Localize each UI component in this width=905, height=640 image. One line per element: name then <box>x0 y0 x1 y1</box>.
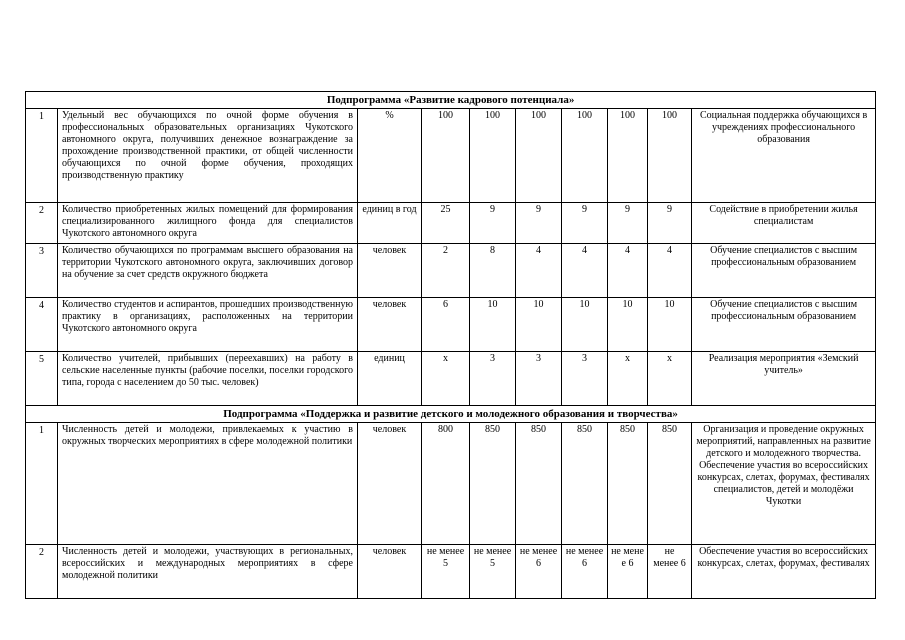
indicator-description: Количество студентов и аспирантов, прошедших производственную практику в организациях, расположенных на территории Чукотского автономного округа <box>58 298 358 352</box>
value-cell: 800 <box>422 423 470 545</box>
row-number: 3 <box>26 244 58 298</box>
table-row <box>26 423 876 545</box>
value-cell: не менее 6 <box>648 545 692 599</box>
value-cell: 100 <box>608 109 648 203</box>
value-cell: 100 <box>470 109 516 203</box>
table-row <box>26 244 876 298</box>
value-cell: 9 <box>470 203 516 244</box>
value-cell: 100 <box>562 109 608 203</box>
value-cell: не менее 6 <box>562 545 608 599</box>
value-cell: не менее 6 <box>516 545 562 599</box>
value-cell: 2 <box>422 244 470 298</box>
row-number: 5 <box>26 352 58 406</box>
value-cell: х <box>648 352 692 406</box>
note-cell: Обучение специалистов с высшим профессиональным образованием <box>692 298 876 352</box>
value-cell: 100 <box>516 109 562 203</box>
value-cell: 9 <box>608 203 648 244</box>
note-cell: Обучение специалистов с высшим профессиональным образованием <box>692 244 876 298</box>
indicator-description: Количество приобретенных жилых помещений для формирования специализированного жилищного фонда для специалистов Чукотского автономного округа <box>58 203 358 244</box>
value-cell: х <box>608 352 648 406</box>
value-cell: 4 <box>516 244 562 298</box>
indicator-description: Количество учителей, прибывших (переехавших) на работу в сельские населенные пункты (рабочие поселки, поселки городского типа, города с населением до 50 тыс. человек) <box>58 352 358 406</box>
value-cell: 6 <box>422 298 470 352</box>
row-number: 2 <box>26 545 58 599</box>
value-cell: не менее 5 <box>422 545 470 599</box>
value-cell: 850 <box>470 423 516 545</box>
value-cell: 10 <box>562 298 608 352</box>
table-row <box>26 545 876 599</box>
value-cell: 4 <box>608 244 648 298</box>
row-number: 4 <box>26 298 58 352</box>
note-cell: Реализация мероприятия «Земский учитель» <box>692 352 876 406</box>
value-cell: 10 <box>516 298 562 352</box>
value-cell: 850 <box>608 423 648 545</box>
value-cell: 8 <box>470 244 516 298</box>
unit-cell: человек <box>358 423 422 545</box>
value-cell: 9 <box>648 203 692 244</box>
table-row <box>26 109 876 203</box>
section-title: Подпрограмма «Поддержка и развитие детского и молодежного образования и творчества» <box>26 406 876 423</box>
note-cell: Социальная поддержка обучающихся в учреждениях профессионального образования <box>692 109 876 203</box>
value-cell: не мене е 6 <box>608 545 648 599</box>
unit-cell: единиц <box>358 352 422 406</box>
section-header <box>26 406 876 423</box>
value-cell: 10 <box>648 298 692 352</box>
value-cell: 4 <box>648 244 692 298</box>
value-cell: 100 <box>422 109 470 203</box>
note-cell: Обеспечение участия во всероссийских конкурсах, слетах, форумах, фестивалях <box>692 545 876 599</box>
table-row <box>26 298 876 352</box>
indicator-description: Удельный вес обучающихся по очной форме обучения в профессиональных образовательных организациях Чукотского автономного округа, получивших денежное вознаграждение за прохождение производственной практики, от общей численности обучающихся по очной форме обучения, проходящих производственную практику <box>58 109 358 203</box>
unit-cell: человек <box>358 244 422 298</box>
value-cell: х <box>422 352 470 406</box>
value-cell: 850 <box>562 423 608 545</box>
unit-cell: % <box>358 109 422 203</box>
value-cell: не менее 5 <box>470 545 516 599</box>
section-header <box>26 92 876 109</box>
indicator-description: Количество обучающихся по программам высшего образования на территории Чукотского автономного округа, заключивших договор на обучение за счет средств окружного бюджета <box>58 244 358 298</box>
row-number: 1 <box>26 423 58 545</box>
table-row <box>26 203 876 244</box>
value-cell: 9 <box>562 203 608 244</box>
value-cell: 3 <box>470 352 516 406</box>
value-cell: 850 <box>648 423 692 545</box>
value-cell: 850 <box>516 423 562 545</box>
unit-cell: человек <box>358 298 422 352</box>
table-row <box>26 352 876 406</box>
value-cell: 10 <box>608 298 648 352</box>
unit-cell: человек <box>358 545 422 599</box>
value-cell: 100 <box>648 109 692 203</box>
value-cell: 3 <box>516 352 562 406</box>
unit-cell: единиц в год <box>358 203 422 244</box>
row-number: 1 <box>26 109 58 203</box>
indicator-description: Численность детей и молодежи, привлекаемых к участию в окружных творческих мероприятиях в сфере молодежной политики <box>58 423 358 545</box>
note-cell: Содействие в приобретении жилья специалистам <box>692 203 876 244</box>
row-number: 2 <box>26 203 58 244</box>
indicator-description: Численность детей и молодежи, участвующих в региональных, всероссийских и международных мероприятиях в сфере молодежной политики <box>58 545 358 599</box>
value-cell: 4 <box>562 244 608 298</box>
note-cell: Организация и проведение окружных мероприятий, направленных на развитие детского и молодежного творчества. Обеспечение участия во всероссийских конкурсах, слетах, форумах, фестивалях специалистов, детей и молодёжи Чукотки <box>692 423 876 545</box>
value-cell: 3 <box>562 352 608 406</box>
value-cell: 25 <box>422 203 470 244</box>
value-cell: 10 <box>470 298 516 352</box>
value-cell: 9 <box>516 203 562 244</box>
indicators-table <box>25 91 876 599</box>
section-title: Подпрограмма «Развитие кадрового потенциала» <box>26 92 876 109</box>
